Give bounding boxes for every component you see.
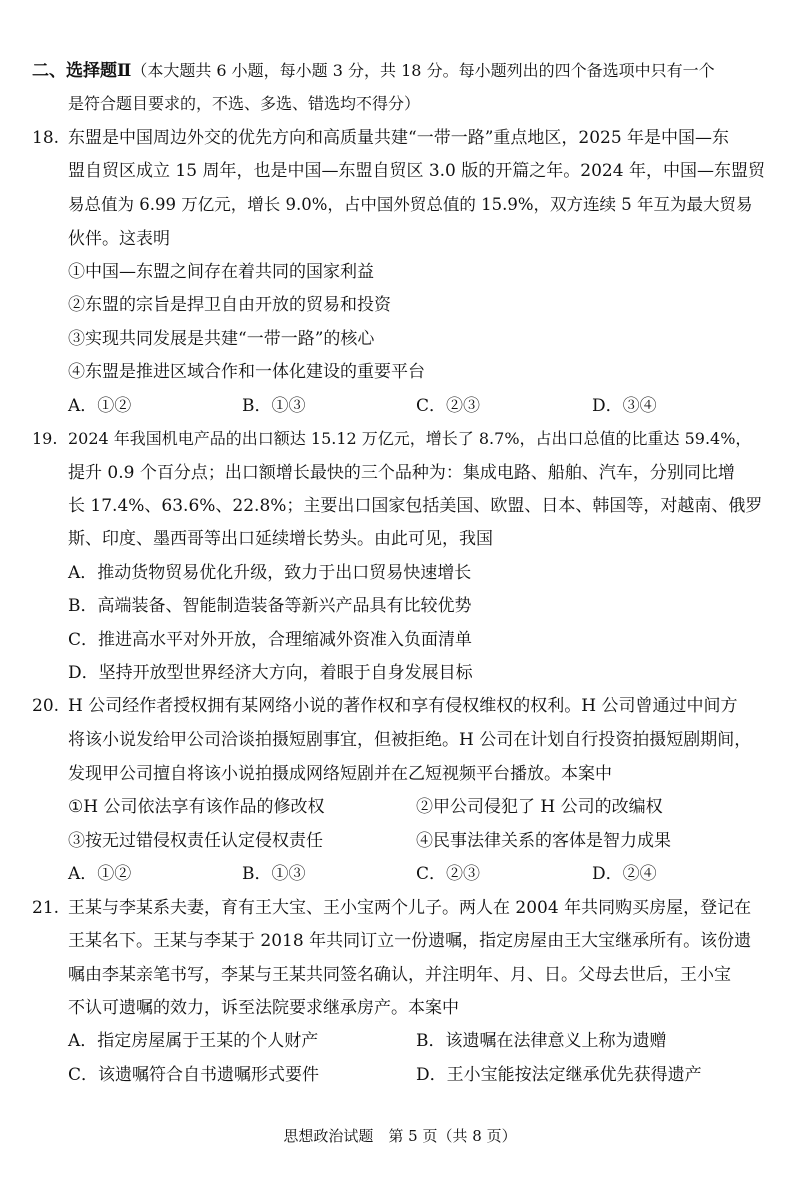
q19-stem-1: 2024 年我国机电产品的出口额达 15.12 万亿元，增长了 8.7%，占出口总值的比重达 59.4%，: [68, 429, 752, 448]
q21-option-a: A．指定房屋属于王某的个人财产: [68, 1031, 319, 1051]
q18-statement-4: ④东盟是推进区域合作和一体化建设的重要平台: [68, 362, 425, 382]
q21-stem-1: 王某与李某系夫妻，育有王大宝、王小宝两个儿子。两人在 2004 年共同购买房屋，登记在: [68, 898, 752, 918]
q18-stem-2: 盟自贸区成立 15 周年，也是中国—东盟自贸区 3.0 版的开篇之年。2024 年，中国—东盟贸: [68, 161, 765, 181]
q21-line-1: [32, 893, 751, 923]
q20-stem-1: H 公司经作者授权拥有某网络小说的著作权和享有侵权维权的权利。H 公司曾通过中间方: [68, 696, 738, 716]
q20-option-d: D．②④: [592, 864, 657, 884]
q21-stem-3: 嘱由李某亲笔书写，李某与王某共同签名确认，并注明年、月、日。父母去世后，王小宝: [68, 965, 731, 985]
q21-option-b: B．该遗嘱在法律意义上称为遗赠: [416, 1031, 667, 1051]
q19-stem-4: 斯、印度、墨西哥等出口延续增长势头。由此可见，我国: [68, 529, 493, 549]
q20-stem-3: 发现甲公司擅自将该小说拍摄成网络短剧并在乙短视频平台播放。本案中: [68, 764, 612, 784]
q20-option-a: A．①②: [68, 864, 132, 884]
q21-option-d: D．王小宝能按法定继承优先获得遗产: [416, 1065, 702, 1085]
q20-option-c: C．②③: [416, 864, 481, 884]
section-header-line-1: [32, 56, 715, 86]
q20-number: 20.: [32, 696, 60, 716]
q20-option-b: B．①③: [242, 864, 306, 884]
q19-number: 19.: [32, 429, 58, 448]
q18-line-1: [32, 123, 729, 153]
q20-stem-2: 将该小说发给甲公司洽谈拍摄短剧事宜，但被拒绝。H 公司在计划自行投资拍摄短剧期间，: [68, 730, 752, 750]
q18-option-b: B．①③: [242, 396, 306, 416]
q18-statement-3: ③实现共同发展是共建“一带一路”的核心: [68, 329, 375, 349]
q19-option-d: D．坚持开放型世界经济大方向，着眼于自身发展目标: [68, 663, 473, 683]
section-note-1: （本大题共 6 小题，每小题 3 分，共 18 分。每小题列出的四个备选项中只有一个: [131, 61, 715, 80]
q21-number: 21.: [32, 898, 60, 918]
page-footer: 思想政治试题 第 5 页（共 8 页）: [283, 1127, 517, 1145]
section-title: 二、选择题Ⅱ: [32, 61, 132, 81]
q18-number: 18.: [32, 128, 60, 148]
q18-stem-1: 东盟是中国周边外交的优先方向和高质量共建“一带一路”重点地区，2025 年是中国—东: [68, 128, 730, 148]
q19-stem-2: 提升 0.9 个百分点；出口额增长最快的三个品种为：集成电路、船舶、汽车，分别同比增: [68, 463, 735, 483]
q21-stem-2: 王某名下。王某与李某于 2018 年共同订立一份遗嘱，指定房屋由王大宝继承所有。该份遗: [68, 931, 752, 951]
q19-line-1: [32, 424, 751, 454]
q18-stem-4: 伙伴。这表明: [68, 229, 170, 249]
q20-statement-1: ①H 公司依法享有该作品的修改权: [68, 797, 325, 817]
q21-option-c: C．该遗嘱符合自书遗嘱形式要件: [68, 1065, 320, 1085]
q19-stem-3: 长 17.4%、63.6%、22.8%；主要出口国家包括美国、欧盟、日本、韩国等，对越南、俄罗: [68, 496, 763, 516]
q19-option-c: C．推进高水平对外开放，合理缩减外资准入负面清单: [68, 630, 473, 650]
q21-stem-4: 不认可遗嘱的效力，诉至法院要求继承房产。本案中: [68, 998, 459, 1018]
q18-option-a: A．①②: [68, 396, 132, 416]
q19-option-a: A．推动货物贸易优化升级，致力于出口贸易快速增长: [68, 563, 472, 583]
q19-option-b: B．高端装备、智能制造装备等新兴产品具有比较优势: [68, 596, 472, 616]
q18-option-c: C．②③: [416, 396, 481, 416]
q20-statement-4: ④民事法律关系的客体是智力成果: [416, 831, 671, 851]
q18-stem-3: 易总值为 6.99 万亿元，增长 9.0%，占中国外贸总值的 15.9%，双方连续 5 年互为最大贸易: [68, 195, 753, 214]
q20-statement-3: ③按无过错侵权责任认定侵权责任: [68, 831, 323, 851]
q20-line-1: [32, 691, 737, 721]
q18-statement-2: ②东盟的宗旨是捍卫自由开放的贸易和投资: [68, 295, 391, 315]
q18-option-d: D．③④: [592, 396, 657, 416]
q18-statement-1: ①中国—东盟之间存在着共同的国家利益: [68, 262, 374, 282]
q20-statement-2: ②甲公司侵犯了 H 公司的改编权: [416, 797, 663, 817]
section-note-2: 是符合题目要求的，不选、多选、错选均不得分）: [68, 94, 421, 113]
